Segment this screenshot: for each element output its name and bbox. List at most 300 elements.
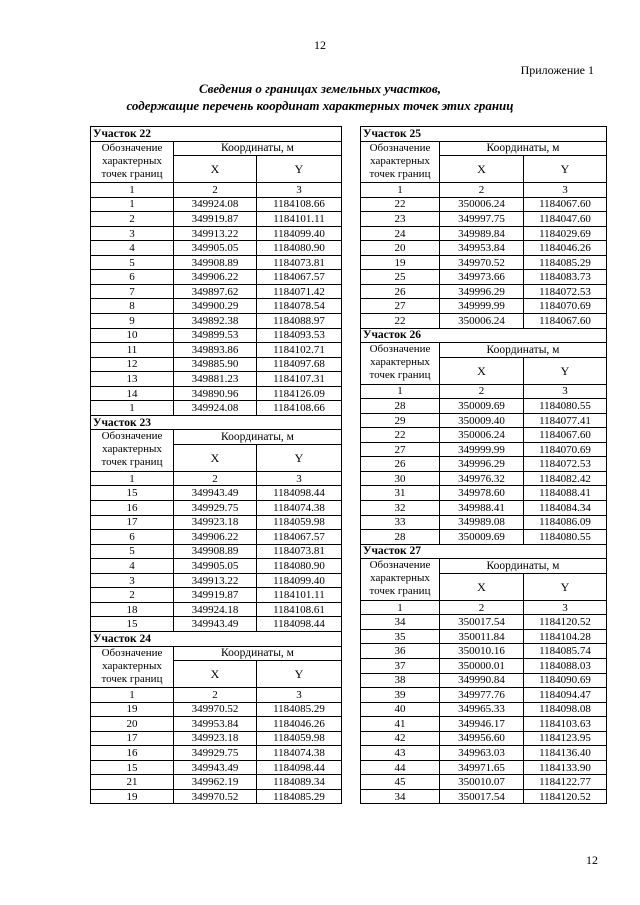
y-value: 1184029.69 [524, 226, 607, 241]
coordinates-header: Координаты, м [174, 430, 342, 445]
point-id: 26 [361, 284, 440, 299]
y-value: 1184085.29 [257, 702, 342, 717]
document-title [0, 80, 640, 114]
column-number-row [361, 600, 607, 615]
point-id: 38 [361, 673, 440, 688]
y-value: 1184067.57 [257, 530, 342, 545]
header-row [91, 141, 342, 156]
y-value: 1184098.44 [257, 760, 342, 775]
table-row [361, 212, 607, 227]
y-value: 1184084.34 [524, 501, 607, 516]
column-number: 2 [174, 471, 257, 486]
x-value: 350010.16 [440, 644, 524, 659]
x-value: 349913.22 [174, 573, 257, 588]
point-id: 13 [91, 372, 174, 387]
y-value: 1184107.31 [257, 372, 342, 387]
x-value: 350009.40 [440, 413, 524, 428]
section-title: Участок 24 [91, 631, 342, 646]
point-id: 22 [361, 197, 440, 212]
point-id: 15 [91, 617, 174, 632]
section-title: Участок 23 [91, 415, 342, 430]
y-value: 1184098.44 [257, 617, 342, 632]
coordinates-header: Координаты, м [440, 141, 607, 156]
x-value: 349976.32 [440, 471, 524, 486]
table-row [361, 471, 607, 486]
point-label-line: характерных [370, 356, 430, 369]
point-label-line: точек границ [369, 585, 431, 598]
x-value: 349929.75 [174, 746, 257, 761]
x-value: 349919.87 [174, 212, 257, 227]
point-id: 44 [361, 760, 440, 775]
x-value: 349943.49 [174, 486, 257, 501]
x-value: 349999.99 [440, 299, 524, 314]
y-header: Y [257, 661, 342, 688]
x-value: 349893.86 [174, 343, 257, 358]
point-label-line: Обозначение [369, 343, 431, 356]
table-row [361, 673, 607, 688]
point-id: 28 [361, 399, 440, 414]
table-row [361, 746, 607, 761]
x-value: 349963.03 [440, 746, 524, 761]
point-id: 7 [91, 284, 174, 299]
column-number: 2 [174, 183, 257, 198]
x-value: 349997.75 [440, 212, 524, 227]
point-id: 6 [91, 270, 174, 285]
table-row [361, 615, 607, 630]
point-label-line: Обозначение [101, 141, 163, 154]
point-id: 17 [91, 515, 174, 530]
title-line-1: Сведения о границах земельных участков, [199, 81, 441, 96]
header-row [91, 646, 342, 661]
point-label-line: точек границ [101, 672, 163, 685]
table-row [361, 413, 607, 428]
point-label-header [361, 141, 440, 183]
column-number: 3 [524, 384, 607, 399]
table-row [91, 401, 342, 416]
column-number-row [361, 183, 607, 198]
x-value: 349970.52 [174, 702, 257, 717]
x-value: 350000.01 [440, 658, 524, 673]
table-row [91, 328, 342, 343]
table-row [91, 212, 342, 227]
title-line-2: содержащие перечень координат характерных точек этих границ [126, 98, 514, 113]
column-number: 1 [361, 384, 440, 399]
table-row [91, 617, 342, 632]
x-value: 349990.84 [440, 673, 524, 688]
point-id: 27 [361, 299, 440, 314]
left-coordinates-table [90, 126, 342, 804]
point-id: 16 [91, 746, 174, 761]
table-row [91, 544, 342, 559]
column-number: 3 [257, 688, 342, 703]
point-id: 5 [91, 255, 174, 270]
y-value: 1184101.11 [257, 212, 342, 227]
section-title-row [361, 127, 607, 142]
column-number: 1 [361, 600, 440, 615]
right-coordinates-table [360, 126, 607, 804]
point-id: 34 [361, 615, 440, 630]
point-id: 41 [361, 717, 440, 732]
y-value: 1184074.38 [257, 746, 342, 761]
point-id: 30 [361, 471, 440, 486]
column-number-row [361, 384, 607, 399]
x-value: 349962.19 [174, 775, 257, 790]
point-id: 5 [91, 544, 174, 559]
section-title: Участок 27 [361, 544, 607, 559]
table-row [91, 255, 342, 270]
x-header: X [440, 156, 524, 183]
point-id: 42 [361, 731, 440, 746]
point-id: 4 [91, 559, 174, 574]
table-row [91, 486, 342, 501]
table-row [91, 372, 342, 387]
point-label-line: характерных [102, 659, 162, 672]
y-value: 1184074.38 [257, 501, 342, 516]
y-value: 1184085.74 [524, 644, 607, 659]
column-number: 2 [174, 688, 257, 703]
x-value: 349970.52 [174, 789, 257, 804]
table-row [361, 658, 607, 673]
x-value: 349989.84 [440, 226, 524, 241]
table-row [361, 644, 607, 659]
table-row [91, 357, 342, 372]
table-row [91, 314, 342, 329]
x-value: 350006.24 [440, 197, 524, 212]
x-value: 349908.89 [174, 255, 257, 270]
header-row [361, 141, 607, 156]
x-header: X [174, 156, 257, 183]
column-number: 1 [91, 183, 174, 198]
y-value: 1184104.28 [524, 629, 607, 644]
y-value: 1184122.77 [524, 775, 607, 790]
y-value: 1184078.54 [257, 299, 342, 314]
y-value: 1184080.55 [524, 399, 607, 414]
point-id: 29 [361, 413, 440, 428]
y-value: 1184073.81 [257, 255, 342, 270]
y-value: 1184082.42 [524, 471, 607, 486]
table-row [361, 457, 607, 472]
table-row [361, 702, 607, 717]
x-header: X [440, 357, 524, 384]
table-row [361, 530, 607, 545]
point-id: 28 [361, 530, 440, 545]
y-value: 1184094.47 [524, 688, 607, 703]
point-id: 35 [361, 629, 440, 644]
x-value: 349923.18 [174, 515, 257, 530]
y-value: 1184072.53 [524, 284, 607, 299]
x-value: 349924.18 [174, 602, 257, 617]
y-header: Y [524, 573, 607, 600]
y-value: 1184067.60 [524, 428, 607, 443]
x-value: 349946.17 [440, 717, 524, 732]
point-id: 32 [361, 501, 440, 516]
table-row [91, 299, 342, 314]
point-label-line: характерных [370, 154, 430, 167]
y-value: 1184102.71 [257, 343, 342, 358]
table-row [361, 226, 607, 241]
column-number: 3 [257, 183, 342, 198]
point-label-line: характерных [370, 572, 430, 585]
section-title: Участок 26 [361, 328, 607, 343]
y-value: 1184080.90 [257, 241, 342, 256]
table-row [91, 343, 342, 358]
y-value: 1184083.73 [524, 270, 607, 285]
table-row [91, 386, 342, 401]
table-row [91, 760, 342, 775]
y-header: Y [524, 156, 607, 183]
x-value: 349965.33 [440, 702, 524, 717]
x-value: 349900.29 [174, 299, 257, 314]
x-header: X [174, 444, 257, 471]
table-row [91, 501, 342, 516]
table-row [91, 588, 342, 603]
y-value: 1184088.41 [524, 486, 607, 501]
point-id: 4 [91, 241, 174, 256]
x-value: 349899.53 [174, 328, 257, 343]
x-value: 349989.08 [440, 515, 524, 530]
x-value: 349973.66 [440, 270, 524, 285]
x-value: 349924.08 [174, 401, 257, 416]
x-value: 349923.18 [174, 731, 257, 746]
column-number: 2 [440, 384, 524, 399]
x-value: 350017.54 [440, 789, 524, 804]
section-title: Участок 25 [361, 127, 607, 142]
coordinates-header: Координаты, м [174, 141, 342, 156]
y-value: 1184059.98 [257, 515, 342, 530]
y-value: 1184059.98 [257, 731, 342, 746]
point-id: 11 [91, 343, 174, 358]
x-value: 349892.38 [174, 314, 257, 329]
table-row [91, 717, 342, 732]
y-value: 1184067.60 [524, 197, 607, 212]
table-row [91, 515, 342, 530]
table-row [91, 226, 342, 241]
table-row [361, 241, 607, 256]
point-label-header [361, 559, 440, 601]
y-header: Y [257, 444, 342, 471]
table-row [91, 602, 342, 617]
point-id: 6 [91, 530, 174, 545]
x-header: X [174, 661, 257, 688]
page-number-top: 12 [314, 38, 326, 52]
table-row [91, 731, 342, 746]
y-value: 1184067.60 [524, 314, 607, 329]
point-id: 26 [361, 457, 440, 472]
table-row [91, 241, 342, 256]
y-value: 1184070.69 [524, 299, 607, 314]
coordinates-header: Координаты, м [440, 559, 607, 574]
column-number: 1 [91, 688, 174, 703]
point-label-line: точек границ [101, 456, 163, 469]
y-value: 1184099.40 [257, 573, 342, 588]
x-value: 349881.23 [174, 372, 257, 387]
column-number: 2 [440, 600, 524, 615]
point-id: 40 [361, 702, 440, 717]
x-value: 349953.84 [174, 717, 257, 732]
y-value: 1184108.61 [257, 602, 342, 617]
point-label-header [91, 430, 174, 472]
column-number: 3 [257, 471, 342, 486]
point-id: 39 [361, 688, 440, 703]
y-value: 1184098.08 [524, 702, 607, 717]
y-value: 1184073.81 [257, 544, 342, 559]
point-id: 25 [361, 270, 440, 285]
column-number-row [91, 183, 342, 198]
section-title-row [91, 631, 342, 646]
y-value: 1184080.90 [257, 559, 342, 574]
x-value: 349897.62 [174, 284, 257, 299]
point-id: 22 [361, 428, 440, 443]
point-id: 10 [91, 328, 174, 343]
x-value: 349906.22 [174, 530, 257, 545]
table-row [91, 284, 342, 299]
point-label-line: Обозначение [369, 559, 431, 572]
x-value: 349924.08 [174, 197, 257, 212]
left-column [90, 126, 341, 804]
point-label-line: Обозначение [101, 646, 163, 659]
coordinates-header: Координаты, м [174, 646, 342, 661]
y-value: 1184098.44 [257, 486, 342, 501]
point-label-line: Обозначение [369, 141, 431, 154]
table-row [361, 284, 607, 299]
column-number: 1 [361, 183, 440, 198]
point-id: 3 [91, 226, 174, 241]
point-id: 23 [361, 212, 440, 227]
header-row [91, 430, 342, 445]
table-row [361, 399, 607, 414]
y-value: 1184070.69 [524, 442, 607, 457]
x-value: 349890.96 [174, 386, 257, 401]
y-value: 1184089.34 [257, 775, 342, 790]
page-number-bottom: 12 [586, 853, 598, 867]
table-row [91, 197, 342, 212]
table-row [361, 314, 607, 329]
section-title: Участок 22 [91, 127, 342, 142]
y-value: 1184108.66 [257, 197, 342, 212]
y-value: 1184133.90 [524, 760, 607, 775]
x-value: 349953.84 [440, 241, 524, 256]
y-value: 1184120.52 [524, 615, 607, 630]
x-value: 350009.69 [440, 530, 524, 545]
table-row [91, 270, 342, 285]
column-number: 1 [91, 471, 174, 486]
column-number-row [91, 471, 342, 486]
point-id: 1 [91, 401, 174, 416]
point-label-header [91, 646, 174, 688]
x-value: 349929.75 [174, 501, 257, 516]
point-id: 36 [361, 644, 440, 659]
point-id: 27 [361, 442, 440, 457]
y-value: 1184085.29 [524, 255, 607, 270]
y-value: 1184088.97 [257, 314, 342, 329]
x-value: 349919.87 [174, 588, 257, 603]
y-value: 1184046.26 [257, 717, 342, 732]
y-value: 1184046.26 [524, 241, 607, 256]
table-row [361, 789, 607, 804]
column-number: 2 [440, 183, 524, 198]
y-value: 1184136.40 [524, 746, 607, 761]
x-value: 350009.69 [440, 399, 524, 414]
table-row [91, 789, 342, 804]
y-value: 1184103.63 [524, 717, 607, 732]
x-value: 349996.29 [440, 284, 524, 299]
point-id: 19 [361, 255, 440, 270]
point-id: 16 [91, 501, 174, 516]
point-label-line: характерных [102, 443, 162, 456]
x-value: 349885.90 [174, 357, 257, 372]
point-id: 2 [91, 212, 174, 227]
point-id: 24 [361, 226, 440, 241]
y-value: 1184077.41 [524, 413, 607, 428]
x-value: 349905.05 [174, 559, 257, 574]
table-row [361, 688, 607, 703]
table-row [361, 299, 607, 314]
point-label-line: точек границ [369, 369, 431, 382]
point-id: 22 [361, 314, 440, 329]
table-row [361, 717, 607, 732]
point-label-line: точек границ [369, 167, 431, 180]
point-id: 14 [91, 386, 174, 401]
column-number: 3 [524, 183, 607, 198]
point-id: 20 [361, 241, 440, 256]
y-value: 1184085.29 [257, 789, 342, 804]
point-id: 31 [361, 486, 440, 501]
table-row [91, 775, 342, 790]
point-id: 20 [91, 717, 174, 732]
point-id: 9 [91, 314, 174, 329]
section-title-row [361, 544, 607, 559]
point-id: 3 [91, 573, 174, 588]
point-id: 33 [361, 515, 440, 530]
point-label-header [361, 343, 440, 385]
x-value: 349999.99 [440, 442, 524, 457]
x-value: 349988.41 [440, 501, 524, 516]
section-title-row [361, 328, 607, 343]
x-value: 349943.49 [174, 760, 257, 775]
point-label-line: точек границ [101, 167, 163, 180]
y-value: 1184072.53 [524, 457, 607, 472]
table-row [361, 428, 607, 443]
point-id: 19 [91, 789, 174, 804]
table-row [361, 501, 607, 516]
header-row [361, 343, 607, 358]
table-row [361, 197, 607, 212]
table-row [361, 775, 607, 790]
y-value: 1184120.52 [524, 789, 607, 804]
y-value: 1184097.68 [257, 357, 342, 372]
table-row [91, 702, 342, 717]
x-header: X [440, 573, 524, 600]
table-row [361, 760, 607, 775]
section-title-row [91, 127, 342, 142]
y-value: 1184047.60 [524, 212, 607, 227]
point-id: 15 [91, 486, 174, 501]
y-value: 1184099.40 [257, 226, 342, 241]
point-id: 1 [91, 197, 174, 212]
point-id: 17 [91, 731, 174, 746]
table-row [91, 559, 342, 574]
table-row [91, 573, 342, 588]
x-value: 350010.07 [440, 775, 524, 790]
right-column [360, 126, 606, 804]
y-value: 1184108.66 [257, 401, 342, 416]
point-id: 12 [91, 357, 174, 372]
point-id: 19 [91, 702, 174, 717]
point-label-line: Обозначение [101, 430, 163, 443]
table-row [361, 442, 607, 457]
point-id: 2 [91, 588, 174, 603]
x-value: 349971.65 [440, 760, 524, 775]
